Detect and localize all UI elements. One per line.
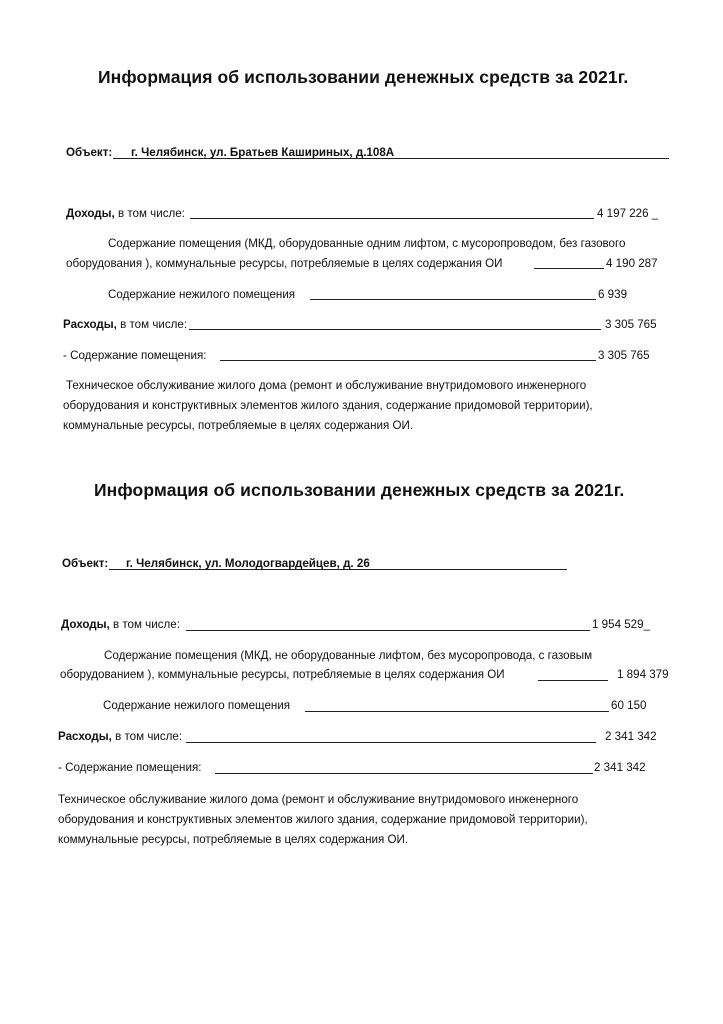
expense-sublabel: в том числе: (116, 318, 188, 331)
maintenance-expense-label: - Содержание помещения: (58, 761, 202, 774)
note-line-2: оборудования и конструктивных элементов жилого здания, содержание придомовой территории), (58, 813, 588, 826)
expense-sublabel: в том числе: (111, 730, 183, 743)
maintenance-expense-leader-line (215, 773, 593, 774)
income-label: Доходы, (61, 618, 110, 631)
maintenance-expense-label: - Содержание помещения: (63, 349, 207, 362)
nonresidential-leader-line (305, 711, 609, 712)
maintenance-line-1: Содержание помещения (МКД, не оборудованные лифтом, без мусоропровода, с газовым (104, 649, 593, 662)
income-label: Доходы, (66, 207, 115, 220)
income-value: 4 197 226 _ (597, 207, 659, 220)
expense-row (58, 730, 182, 743)
expense-label: Расходы, (58, 730, 112, 743)
note-line-3: коммунальные ресурсы, потребляемые в целях содержания ОИ. (58, 833, 409, 846)
maintenance-expense-leader-line (220, 360, 596, 361)
nonresidential-label: Содержание нежилого помещения (108, 288, 296, 301)
section-title: Информация об использовании денежных средств за 2021г. (98, 67, 629, 87)
maintenance-value: 1 894 379 (617, 668, 669, 681)
income-sublabel: в том числе: (114, 207, 185, 220)
expense-value: 3 305 765 (605, 318, 657, 331)
object-label: Объект: (66, 146, 113, 159)
object-label: Объект: (62, 557, 109, 570)
maintenance-expense-value: 2 341 342 (594, 761, 646, 774)
income-value: 1 954 529_ (592, 618, 651, 631)
maintenance-line-2: оборудования ), коммунальные ресурсы, потребляемые в целях содержания ОИ (66, 257, 503, 270)
expense-value: 2 341 342 (605, 730, 657, 743)
maintenance-leader-line (538, 680, 608, 681)
note-line-2: оборудования и конструктивных элементов жилого здания, содержание придомовой территории), (63, 399, 593, 412)
nonresidential-value: 6 939 (598, 288, 628, 301)
note-line-3: коммунальные ресурсы, потребляемые в целях содержания ОИ. (63, 419, 414, 432)
note-line-1: Техническое обслуживание жилого дома (ремонт и обслуживание внутридомового инженерного (58, 793, 579, 806)
section-title: Информация об использовании денежных средств за 2021г. (94, 480, 625, 500)
expense-label: Расходы, (63, 318, 117, 331)
note-line-1: Техническое обслуживание жилого дома (ремонт и обслуживание внутридомового инженерного (66, 379, 587, 392)
maintenance-value: 4 190 287 (606, 257, 658, 270)
nonresidential-leader-line (310, 299, 596, 300)
maintenance-line-2: оборудованием ), коммунальные ресурсы, потребляемые в целях содержания ОИ (60, 668, 505, 681)
expense-row (63, 318, 187, 331)
maintenance-expense-value: 3 305 765 (598, 349, 650, 362)
nonresidential-value: 60 150 (611, 699, 647, 712)
income-row (66, 207, 185, 220)
object-address: г. Челябинск, ул. Братьев Кашириных, д.108А (131, 146, 395, 159)
maintenance-leader-line (534, 268, 604, 269)
income-leader-line (190, 218, 594, 219)
maintenance-line-1: Содержание помещения (МКД, оборудованные одним лифтом, с мусоропроводом, без газового (108, 237, 626, 250)
income-sublabel: в том числе: (109, 618, 180, 631)
object-address: г. Челябинск, ул. Молодогвардейцев, д. 26 (126, 557, 370, 570)
expense-leader-line (189, 329, 601, 330)
nonresidential-label: Содержание нежилого помещения (103, 699, 291, 712)
expense-leader-line (186, 742, 596, 743)
income-row (61, 618, 180, 631)
income-leader-line (186, 630, 590, 631)
